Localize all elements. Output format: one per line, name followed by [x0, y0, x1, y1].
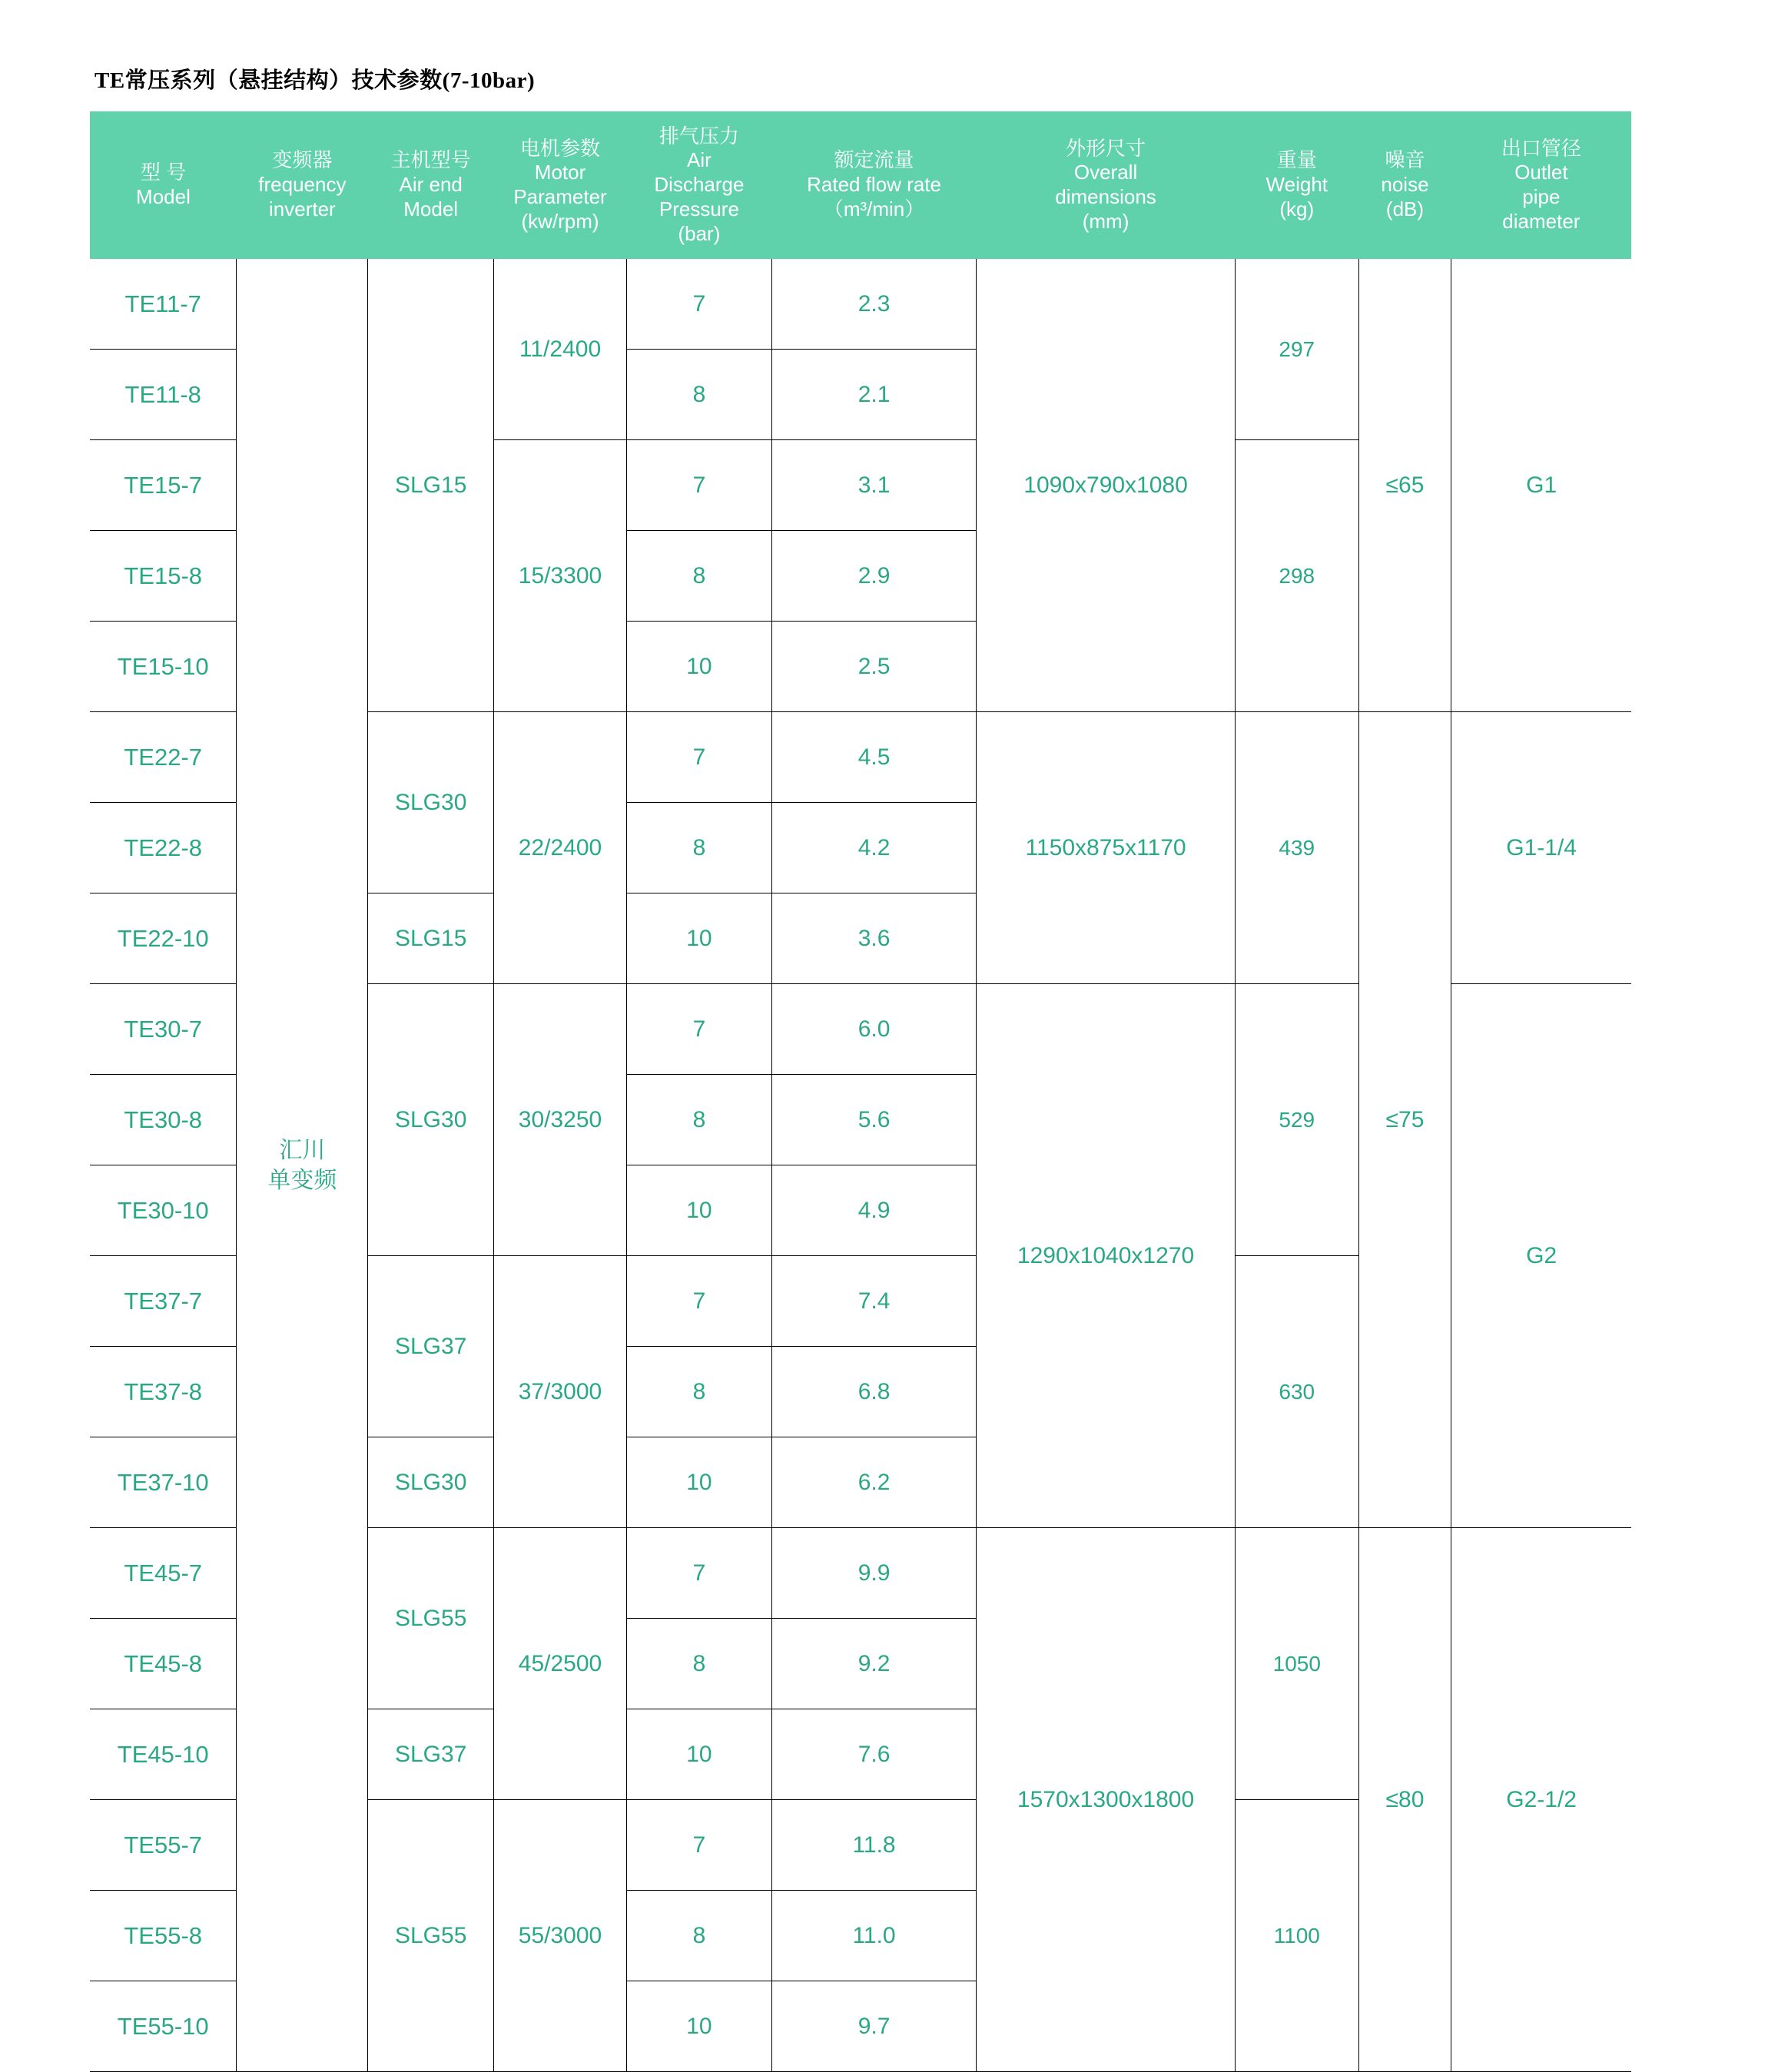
cell-flow: 6.0 [771, 984, 976, 1075]
cell-weight: 529 [1235, 984, 1358, 1256]
cell-model: TE55-10 [90, 1981, 237, 2072]
cell-weight: 1100 [1235, 1800, 1358, 2072]
column-header-pressure-en3: Pressure [658, 197, 739, 220]
cell-model: TE15-10 [90, 622, 237, 712]
cell-noise: ≤80 [1358, 1528, 1451, 2072]
column-header-weight-en2: (kg) [1279, 197, 1315, 220]
cell-weight: 1050 [1235, 1528, 1358, 1800]
cell-flow: 3.6 [771, 893, 976, 984]
cell-flow: 7.6 [771, 1709, 976, 1800]
cell-air-end: SLG15 [368, 893, 494, 984]
cell-model: TE11-7 [90, 259, 237, 350]
cell-inverter [237, 259, 368, 2072]
cell-flow: 4.5 [771, 712, 976, 803]
cell-pressure: 7 [626, 1528, 771, 1619]
column-header-pressure-en4: (bar) [678, 221, 721, 245]
cell-flow: 9.9 [771, 1528, 976, 1619]
cell-flow: 11.8 [771, 1800, 976, 1891]
cell-pressure: 10 [626, 1981, 771, 2072]
column-header-noise-cn: 噪音 [1385, 148, 1425, 172]
cell-pressure: 8 [626, 803, 771, 893]
cell-flow: 9.2 [771, 1619, 976, 1709]
column-header-weight-en1: Weight [1265, 173, 1328, 197]
column-header-air-end [368, 111, 494, 259]
column-header-dimensions-en3: (mm) [1082, 209, 1129, 233]
cell-pressure: 10 [626, 893, 771, 984]
cell-motor: 55/3000 [494, 1800, 627, 2072]
cell-flow: 2.5 [771, 622, 976, 712]
cell-motor: 37/3000 [494, 1256, 627, 1528]
column-header-model [90, 111, 237, 259]
cell-noise: ≤65 [1358, 259, 1451, 712]
column-header-flow [771, 111, 976, 259]
cell-model: TE37-10 [90, 1437, 237, 1528]
cell-weight: 439 [1235, 712, 1358, 984]
cell-air-end: SLG30 [368, 984, 494, 1256]
column-header-outlet [1451, 111, 1631, 259]
column-header-weight [1235, 111, 1358, 259]
cell-flow: 9.7 [771, 1981, 976, 2072]
cell-pressure: 8 [626, 1347, 771, 1437]
cell-flow: 6.2 [771, 1437, 976, 1528]
cell-outlet: G1-1/4 [1451, 712, 1631, 984]
column-header-motor-en1: Motor [534, 161, 586, 184]
column-header-outlet-cn: 出口管径 [1501, 136, 1581, 160]
cell-weight: 630 [1235, 1256, 1358, 1528]
column-header-flow-cn: 额定流量 [834, 148, 914, 172]
column-header-inverter-en2: inverter [269, 197, 336, 220]
cell-flow: 2.3 [771, 259, 976, 350]
cell-outlet: G1 [1451, 259, 1631, 712]
column-header-motor-en3: (kw/rpm) [521, 209, 599, 233]
cell-model: TE15-8 [90, 531, 237, 622]
column-header-noise-en1: noise [1381, 173, 1429, 197]
cell-model: TE55-7 [90, 1800, 237, 1891]
column-header-outlet-en3: diameter [1502, 209, 1581, 233]
table-header-row [90, 111, 1631, 259]
column-header-noise [1358, 111, 1451, 259]
cell-flow: 2.9 [771, 531, 976, 622]
cell-flow: 4.2 [771, 803, 976, 893]
column-header-outlet-en1: Outlet [1514, 161, 1568, 184]
cell-flow: 4.9 [771, 1165, 976, 1256]
cell-motor: 30/3250 [494, 984, 627, 1256]
cell-dimensions: 1290x1040x1270 [977, 984, 1236, 1528]
column-header-motor [494, 111, 627, 259]
cell-pressure: 8 [626, 1891, 771, 1981]
cell-model: TE22-7 [90, 712, 237, 803]
cell-pressure: 10 [626, 1165, 771, 1256]
cell-pressure: 10 [626, 1437, 771, 1528]
column-header-motor-cn: 电机参数 [520, 136, 601, 160]
column-header-pressure-en2: Discharge [654, 173, 745, 197]
cell-air-end: SLG30 [368, 1437, 494, 1528]
column-header-model-en: Model [136, 185, 191, 208]
cell-flow: 7.4 [771, 1256, 976, 1347]
cell-air-end: SLG15 [368, 259, 494, 712]
cell-pressure: 7 [626, 1800, 771, 1891]
column-header-air-end-en1: Air end [399, 173, 463, 197]
cell-pressure: 7 [626, 712, 771, 803]
cell-motor: 45/2500 [494, 1528, 627, 1800]
cell-model: TE22-10 [90, 893, 237, 984]
column-header-weight-cn: 重量 [1276, 148, 1317, 172]
cell-motor: 22/2400 [494, 712, 627, 984]
cell-pressure: 10 [626, 622, 771, 712]
cell-model: TE15-7 [90, 440, 237, 531]
cell-dimensions: 1150x875x1170 [977, 712, 1236, 984]
cell-pressure: 10 [626, 1709, 771, 1800]
column-header-dimensions [977, 111, 1236, 259]
column-header-pressure [626, 111, 771, 259]
table-body [90, 259, 1631, 2072]
cell-flow: 6.8 [771, 1347, 976, 1437]
cell-model: TE11-8 [90, 350, 237, 440]
cell-air-end: SLG30 [368, 712, 494, 893]
cell-air-end: SLG55 [368, 1800, 494, 2072]
cell-pressure: 7 [626, 259, 771, 350]
cell-model: TE55-8 [90, 1891, 237, 1981]
cell-pressure: 7 [626, 1256, 771, 1347]
column-header-flow-en2: （m³/min） [823, 197, 925, 220]
cell-air-end: SLG55 [368, 1528, 494, 1709]
cell-model: TE30-8 [90, 1075, 237, 1165]
inverter-line1: 汇川 [279, 1137, 326, 1163]
column-header-pressure-cn: 排气压力 [658, 124, 739, 148]
cell-weight: 298 [1235, 440, 1358, 712]
cell-motor: 15/3300 [494, 440, 627, 712]
column-header-flow-en1: Rated flow rate [807, 173, 941, 197]
column-header-dimensions-cn: 外形尺寸 [1066, 136, 1146, 160]
column-header-dimensions-en2: dimensions [1055, 185, 1156, 208]
cell-model: TE45-7 [90, 1528, 237, 1619]
cell-flow: 2.1 [771, 350, 976, 440]
cell-outlet: G2-1/2 [1451, 1528, 1631, 2072]
cell-pressure: 7 [626, 984, 771, 1075]
cell-dimensions: 1090x790x1080 [977, 259, 1236, 712]
cell-model: TE37-8 [90, 1347, 237, 1437]
cell-pressure: 8 [626, 1619, 771, 1709]
cell-model: TE45-8 [90, 1619, 237, 1709]
column-header-inverter-en1: frequency [258, 173, 347, 197]
table-header [90, 111, 1631, 259]
cell-model: TE22-8 [90, 803, 237, 893]
column-header-dimensions-en1: Overall [1073, 161, 1138, 184]
column-header-outlet-en2: pipe [1522, 185, 1561, 208]
cell-model: TE45-10 [90, 1709, 237, 1800]
cell-motor: 11/2400 [494, 259, 627, 440]
page-title: TE常压系列（悬挂结构）技术参数(7-10bar) [95, 68, 536, 93]
cell-pressure: 8 [626, 350, 771, 440]
cell-outlet: G2 [1451, 984, 1631, 1528]
column-header-noise-en2: (dB) [1385, 197, 1425, 220]
column-header-air-end-cn: 主机型号 [390, 148, 471, 172]
cell-pressure: 7 [626, 440, 771, 531]
cell-dimensions: 1570x1300x1800 [977, 1528, 1236, 2072]
column-header-inverter-cn: 变频器 [272, 148, 333, 172]
cell-model: TE37-7 [90, 1256, 237, 1347]
cell-noise: ≤75 [1358, 712, 1451, 1528]
technical-parameters-table [90, 111, 1631, 2072]
cell-air-end: SLG37 [368, 1256, 494, 1437]
column-header-air-end-en2: Model [403, 197, 459, 220]
inverter-line2: 单变频 [267, 1167, 337, 1193]
cell-flow: 11.0 [771, 1891, 976, 1981]
column-header-pressure-en1: Air [687, 148, 712, 172]
cell-model: TE30-10 [90, 1165, 237, 1256]
table-row [90, 259, 1631, 350]
column-header-model-cn: 型 号 [140, 161, 187, 184]
column-header-motor-en2: Parameter [513, 185, 607, 208]
cell-flow: 5.6 [771, 1075, 976, 1165]
cell-pressure: 8 [626, 531, 771, 622]
cell-model: TE30-7 [90, 984, 237, 1075]
cell-flow: 3.1 [771, 440, 976, 531]
cell-pressure: 8 [626, 1075, 771, 1165]
cell-weight: 297 [1235, 259, 1358, 440]
column-header-inverter [237, 111, 368, 259]
cell-air-end: SLG37 [368, 1709, 494, 1800]
